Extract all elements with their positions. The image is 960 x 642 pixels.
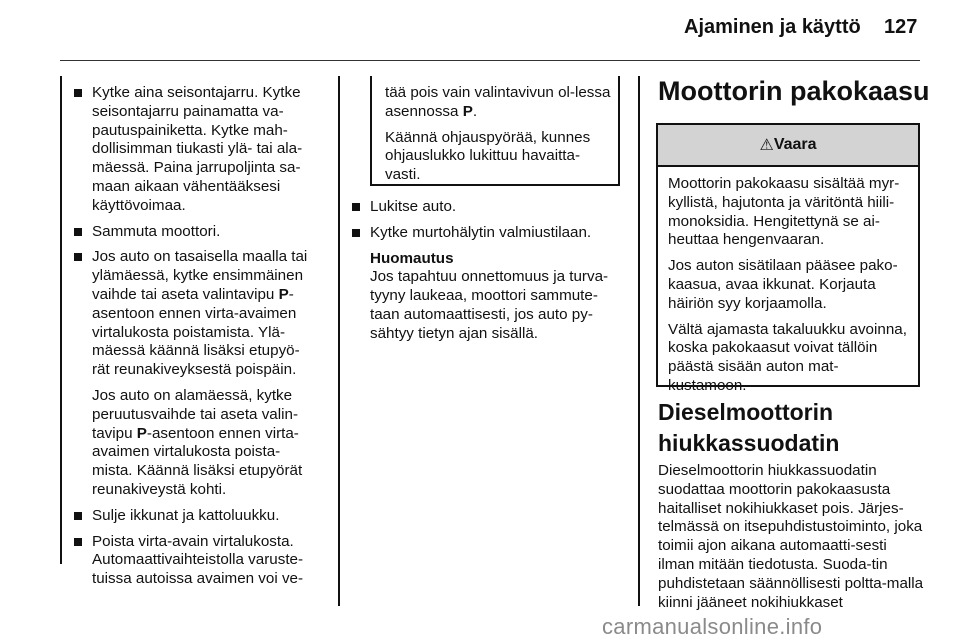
warning-header: [658, 125, 918, 167]
bullet-square-icon: [74, 512, 82, 520]
bullet-square-icon: [74, 538, 82, 546]
page-number: 127: [884, 16, 918, 38]
list-item: Sulje ikkunat ja kattoluukku.: [72, 507, 314, 526]
header-title: Ajaminen ja käyttö: [684, 16, 861, 38]
subsection-body: Dieselmoottorin hiukkassuodatin suodattaa moottorin pakokaasusta haitalliset nokihiukkaset pois. Järjes-telmässä on itsepuhdistustoiminto, joka toimii ajon aikana automaatti-sesti ilman mitään tiedotusta. Suoda-tin puhdistetaan säännöllisesti poltta-malla kiinni jääneet nokihiukkaset: [658, 462, 924, 611]
section-heading: Moottorin pakokaasu: [658, 76, 930, 106]
header-rule: [60, 60, 920, 61]
column-2: [350, 198, 622, 344]
column-divider-right: [638, 76, 640, 606]
bullet-square-icon: [74, 253, 82, 261]
warning-title: Vaara: [773, 136, 817, 153]
note-text: Jos tapahtuu onnettomuus ja turva-tyyny laukeaa, moottori sammute-taan automaattisesti, jos auto py-sähtyy tietyn ajan sisällä.: [370, 268, 609, 342]
column-divider-left: [60, 76, 62, 564]
watermark: carmanualsonline.info: [602, 614, 823, 639]
note-title: Huomautus: [370, 249, 454, 267]
continued-note-text: tää pois vain valintavivun ol-lessa asennossa P. Käännä ohjauspyörää, kunnes ohjauslukko lukittuu havaitta-vasti.: [385, 84, 611, 184]
page-header: [0, 0, 960, 58]
column-1: [72, 84, 314, 596]
list-item: Sammuta moottori.: [72, 223, 314, 242]
list-item: Kytke aina seisontajarru. Kytke seisontajarru painamatta va-pautuspainiketta. Kytke mah-dollisimman tiukasti ylä- tai ala-mäessä. Paina jarrupoljinta sa-maan aikaan vähentääksesi käyttövoimaa.: [72, 84, 314, 216]
list-item: Kytke murtohälytin valmiustilaan.: [350, 224, 622, 243]
list-item: Jos auto on tasaisella maalla tai ylämäessä, kytke ensimmäinen vaihde tai aseta valintavipu P-asentoon ennen virta-avaimen virtalukosta poistamista. Ylä-mäessä käännä lisäksi etupyö-rät reunakiveyksestä poispäin.: [72, 248, 314, 380]
subsection-heading: Dieselmoottorin hiukkassuodatin: [658, 399, 840, 456]
list-item: Poista virta-avain virtalukosta. Automaattivaihteistolla varuste-tuissa autoissa avaimen voi ve-: [72, 533, 314, 589]
bullet-square-icon: [352, 203, 360, 211]
bullet-square-icon: [352, 229, 360, 237]
warning-triangle-icon: ⚠: [759, 137, 774, 154]
note: [350, 250, 622, 344]
bullet-square-icon: [74, 228, 82, 236]
warning-box: [656, 123, 920, 394]
column-divider-middle: [338, 76, 340, 606]
paragraph: Jos auto on alamäessä, kytke peruutusvaihde tai aseta valin-tavipu P-asentoon ennen virta-avaimen virtalukosta poista-mista. Käännä lisäksi etupyörät reunakiveystä kohti.: [92, 386, 303, 498]
list-item: Lukitse auto.: [350, 198, 622, 217]
bullet-square-icon: [74, 89, 82, 97]
warning-body: Moottorin pakokaasu sisältää myr-kyllistä, hajutonta ja väritöntä hiili-monoksidia. Hengitettynä se ai-heuttaa hengenvaaran. Jos auton sisätilaan pääsee pako-kaasua, avaa ikkunat. Korjauta häiriön syy korjaamolla. Vältä ajamasta takaluukku avoinna, koska pakokaasut voivat tällöin päästä sisään auton mat-kustamoon.: [668, 175, 907, 394]
